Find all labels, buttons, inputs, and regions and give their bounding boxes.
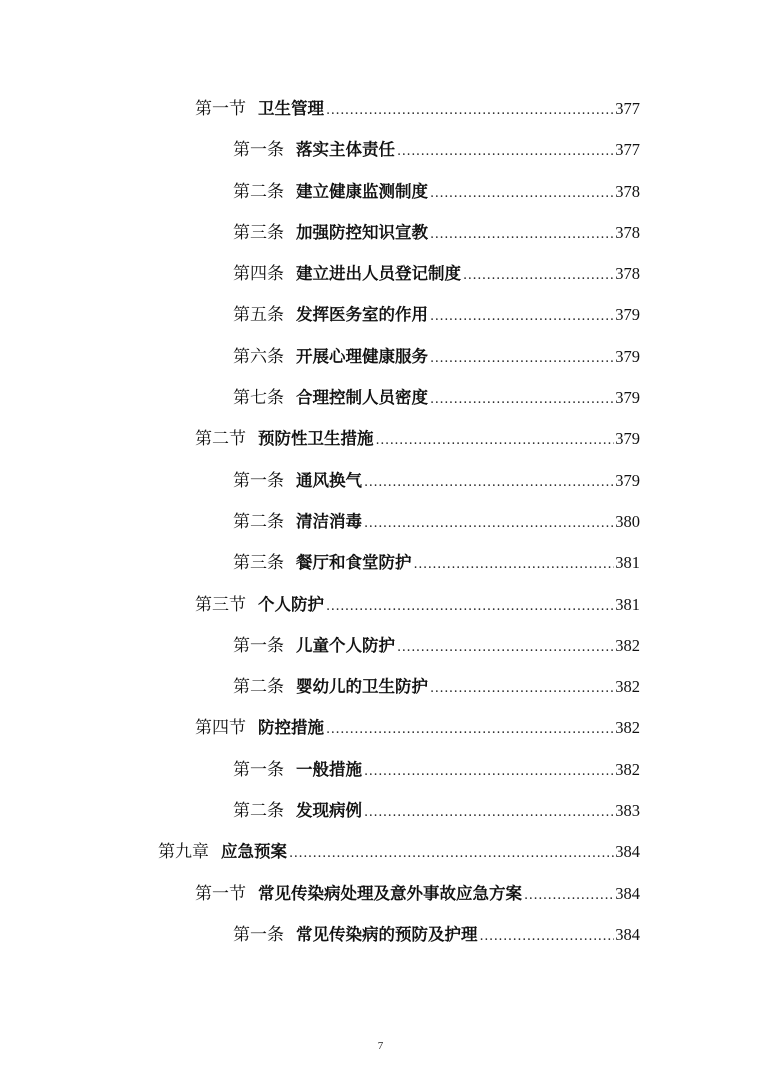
- toc-entry-title: 加强防控知识宣教: [296, 222, 428, 242]
- toc-entry-label: 第二条: [233, 801, 284, 822]
- toc-entry-page-number: 378: [615, 264, 640, 284]
- toc-entry-title: 预防性卫生措施: [258, 429, 374, 449]
- toc-line: [195, 98, 640, 122]
- toc-entry-title: 餐厅和食堂防护: [296, 553, 412, 573]
- dot-leader: [364, 802, 614, 824]
- toc-entry-page-number: 381: [615, 594, 640, 614]
- toc-entry-label: 第一条: [233, 140, 284, 161]
- toc-entry-label: 第一节: [195, 99, 246, 119]
- toc-entry-label: 第五条: [233, 305, 284, 326]
- toc-entry-page-number: 379: [615, 388, 640, 408]
- toc-line: [233, 304, 640, 328]
- page-number: 7: [377, 1040, 384, 1052]
- dot-leader: [430, 183, 614, 205]
- toc-line: [233, 263, 640, 287]
- dot-leader: [430, 348, 614, 370]
- toc-line: [233, 759, 640, 783]
- toc-entry-label: 第三条: [233, 222, 284, 243]
- toc-entry-title: 防控措施: [258, 718, 324, 738]
- dot-leader: [289, 843, 614, 865]
- toc-entry-page-number: 382: [615, 677, 640, 697]
- toc-entry-title: 一般措施: [296, 759, 362, 779]
- toc-entry-title: 清洁消毒: [296, 511, 362, 531]
- toc-entry-article[interactable]: [0, 253, 761, 294]
- toc-entry-article[interactable]: [0, 666, 761, 707]
- toc-entry-title: 发现病例: [296, 801, 362, 821]
- dot-leader: [480, 926, 615, 948]
- toc-entry-page-number: 379: [615, 305, 640, 325]
- toc-entry-page-number: 382: [615, 635, 640, 655]
- toc-entry-label: 第一条: [233, 635, 284, 656]
- toc-entry-page-number: 378: [615, 222, 640, 242]
- toc-entry-title: 婴幼儿的卫生防护: [296, 677, 428, 697]
- table-of-contents: [0, 88, 761, 955]
- toc-entry-page-number: 379: [615, 470, 640, 490]
- toc-entry-page-number: 379: [615, 429, 640, 449]
- dot-leader: [364, 513, 614, 535]
- toc-entry-page-number: 382: [615, 759, 640, 779]
- toc-entry-title: 常见传染病的预防及护理: [296, 924, 478, 944]
- toc-entry-article[interactable]: [0, 129, 761, 170]
- toc-entry-article[interactable]: [0, 171, 761, 212]
- toc-entry-article[interactable]: [0, 501, 761, 542]
- dot-leader: [397, 141, 614, 163]
- toc-line: [233, 635, 640, 659]
- dot-leader: [364, 472, 614, 494]
- toc-line: [233, 346, 640, 370]
- dot-leader: [430, 224, 614, 246]
- toc-entry-article[interactable]: [0, 625, 761, 666]
- toc-entry-page-number: 377: [615, 140, 640, 160]
- toc-entry-page-number: 379: [615, 346, 640, 366]
- toc-entry-title: 建立健康监测制度: [296, 181, 428, 201]
- toc-entry-article[interactable]: [0, 542, 761, 583]
- toc-line: [195, 717, 640, 741]
- toc-entry-page-number: 381: [615, 553, 640, 573]
- toc-entry-page-number: 382: [615, 718, 640, 738]
- toc-entry-title: 落实主体责任: [296, 140, 395, 160]
- toc-entry-article[interactable]: [0, 790, 761, 831]
- toc-line: [233, 181, 640, 205]
- toc-entry-article[interactable]: [0, 294, 761, 335]
- dot-leader: [414, 554, 615, 576]
- toc-entry-section[interactable]: [0, 88, 761, 129]
- toc-line: [195, 428, 640, 452]
- toc-entry-page-number: 383: [615, 801, 640, 821]
- toc-line: [233, 470, 640, 494]
- toc-line: [233, 800, 640, 824]
- toc-entry-title: 常见传染病处理及意外事故应急方案: [258, 883, 522, 903]
- toc-entry-title: 个人防护: [258, 594, 324, 614]
- dot-leader: [430, 678, 614, 700]
- toc-line: [233, 139, 640, 163]
- toc-entry-article[interactable]: [0, 460, 761, 501]
- toc-line: [158, 841, 640, 865]
- toc-entry-article[interactable]: [0, 212, 761, 253]
- toc-entry-article[interactable]: [0, 749, 761, 790]
- toc-entry-label: 第三节: [195, 594, 246, 615]
- toc-entry-label: 第二条: [233, 677, 284, 698]
- toc-entry-section[interactable]: [0, 418, 761, 459]
- dot-leader: [326, 596, 614, 618]
- toc-entry-section[interactable]: [0, 873, 761, 914]
- toc-entry-page-number: 378: [615, 181, 640, 201]
- toc-line: [233, 387, 640, 411]
- dot-leader: [326, 100, 614, 122]
- toc-entry-article[interactable]: [0, 377, 761, 418]
- toc-line: [233, 511, 640, 535]
- dot-leader: [364, 761, 614, 783]
- toc-entry-page-number: 377: [615, 99, 640, 118]
- toc-entry-title: 应急预案: [221, 842, 287, 862]
- toc-entry-article[interactable]: [0, 914, 761, 955]
- toc-entry-label: 第七条: [233, 388, 284, 409]
- toc-entry-label: 第四条: [233, 264, 284, 285]
- toc-entry-page-number: 384: [615, 924, 640, 944]
- dot-leader: [430, 389, 614, 411]
- toc-line: [233, 924, 640, 948]
- toc-entry-label: 第一条: [233, 759, 284, 780]
- toc-entry-section[interactable]: [0, 584, 761, 625]
- toc-entry-label: 第一条: [233, 924, 284, 945]
- toc-entry-page-number: 384: [615, 883, 640, 903]
- toc-line: [233, 676, 640, 700]
- toc-entry-label: 第六条: [233, 346, 284, 367]
- toc-entry-title: 建立进出人员登记制度: [296, 264, 461, 284]
- dot-leader: [326, 719, 614, 741]
- toc-entry-label: 第二节: [195, 429, 246, 450]
- toc-entry-label: 第三条: [233, 553, 284, 574]
- toc-entry-label: 第二条: [233, 511, 284, 532]
- dot-leader: [376, 430, 615, 452]
- toc-entry-title: 卫生管理: [258, 99, 324, 118]
- dot-leader: [430, 306, 614, 328]
- toc-entry-label: 第一条: [233, 470, 284, 491]
- toc-entry-page-number: 380: [615, 511, 640, 531]
- toc-entry-title: 发挥医务室的作用: [296, 305, 428, 325]
- dot-leader: [463, 265, 614, 287]
- toc-entry-title: 开展心理健康服务: [296, 346, 428, 366]
- toc-entry-title: 通风换气: [296, 470, 362, 490]
- toc-entry-label: 第二条: [233, 181, 284, 202]
- toc-entry-article[interactable]: [0, 336, 761, 377]
- toc-entry-label: 第四节: [195, 718, 246, 739]
- toc-line: [195, 594, 640, 618]
- dot-leader: [397, 637, 614, 659]
- toc-entry-section[interactable]: [0, 707, 761, 748]
- toc-entry-title: 儿童个人防护: [296, 635, 395, 655]
- toc-line: [233, 222, 640, 246]
- dot-leader: [524, 885, 614, 907]
- toc-entry-title: 合理控制人员密度: [296, 388, 428, 408]
- toc-entry-label: 第一节: [195, 883, 246, 904]
- toc-entry-label: 第九章: [158, 842, 209, 863]
- toc-line: [195, 883, 640, 907]
- toc-entry-page-number: 384: [615, 842, 640, 862]
- toc-entry-chapter[interactable]: [0, 831, 761, 872]
- toc-line: [233, 552, 640, 576]
